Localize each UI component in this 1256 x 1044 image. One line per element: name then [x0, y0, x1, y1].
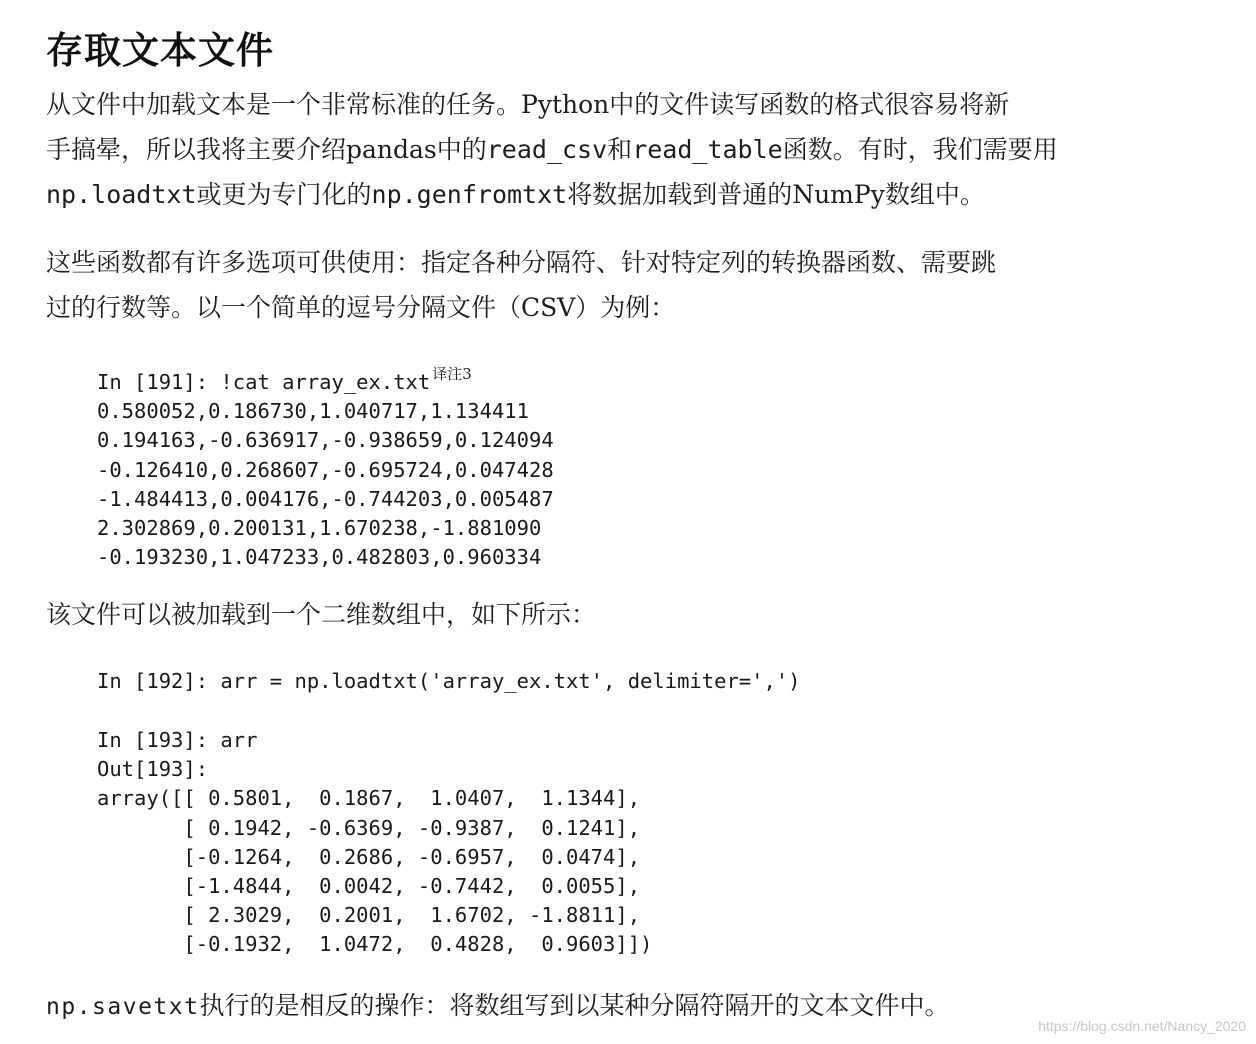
- paragraph-line: [46, 127, 1156, 172]
- code-line: 0.194163,-0.636917,-0.938659,0.124094: [97, 428, 554, 453]
- paragraph-line: 该文件可以被加载到一个二维数组中，如下所示：: [46, 600, 597, 629]
- code-prompt: In [191]: !cat array_ex.txt: [97, 370, 431, 394]
- code-line: [ 2.3029, 0.2001, 1.6702, -1.8811],: [97, 903, 641, 928]
- code-line: 2.302869,0.200131,1.670238,-1.881090: [97, 516, 542, 541]
- code-line: [-0.1264, 0.2686, -0.6957, 0.0474],: [97, 844, 641, 869]
- paragraph-line: [46, 82, 1156, 127]
- code-line: Out[193]:: [97, 757, 209, 782]
- paragraph-line: 过的行数等。以一个简单的逗号分隔文件（CSV）为例：: [46, 293, 676, 322]
- section-title: 存取文本文件: [46, 29, 274, 72]
- inline-code: np.loadtxt: [46, 180, 197, 209]
- paragraph-savetxt: [46, 986, 950, 1027]
- code-block-cat: [97, 360, 554, 572]
- inline-code: np.savetxt: [46, 994, 200, 1020]
- code-line: [-1.4844, 0.0042, -0.7442, 0.0055],: [97, 874, 641, 899]
- code-line: [ 0.1942, -0.6369, -0.9387, 0.1241],: [97, 815, 641, 840]
- paragraph-intro: [46, 82, 1156, 217]
- text-run: 和: [607, 135, 633, 164]
- inline-code: read_table: [632, 135, 783, 164]
- code-line: -0.193230,1.047233,0.482803,0.960334: [97, 545, 542, 570]
- code-line: -1.484413,0.004176,-0.744203,0.005487: [97, 486, 554, 511]
- paragraph-line: 这些函数都有许多选项可供使用：指定各种分隔符、针对特定列的转换器函数、需要跳: [46, 248, 997, 277]
- text-run: 将数据加载到普通的NumPy数组中。: [567, 180, 985, 209]
- code-line: In [192]: arr = np.loadtxt('array_ex.txt', delimiter=','): [97, 669, 801, 693]
- code-line: 0.580052,0.186730,1.040717,1.134411: [97, 399, 529, 424]
- code-line: array([[ 0.5801, 0.1867, 1.0407, 1.1344],: [97, 786, 641, 811]
- paragraph-options: [46, 240, 1156, 330]
- code-block-loadtxt: [97, 667, 801, 696]
- text-run: 函数。有时，我们需要用: [782, 135, 1058, 164]
- code-line: In [193]: arr: [97, 728, 258, 752]
- text-run: 手搞晕，所以我将主要介绍pandas中的: [46, 135, 487, 164]
- code-line: -0.126410,0.268607,-0.695724,0.047428: [97, 457, 554, 482]
- translator-note: 译注3: [432, 365, 472, 383]
- code-line: [-0.1932, 1.0472, 0.4828, 0.9603]]): [97, 932, 653, 957]
- code-block-output: [97, 726, 652, 960]
- text-run: 执行的是相反的操作：将数组写到以某种分隔符隔开的文本文件中。: [199, 991, 950, 1020]
- paragraph-load: [46, 592, 1156, 637]
- watermark: https://blog.csdn.net/Nancy_2020: [1038, 1018, 1246, 1034]
- text-run: 从文件中加载文本是一个非常标准的任务。Python中的文件读写函数的格式很容易将新: [46, 90, 1010, 119]
- inline-code: read_csv: [486, 135, 608, 164]
- inline-code: np.genfromtxt: [371, 180, 568, 209]
- code-line: [97, 360, 554, 397]
- paragraph-line: [46, 172, 1156, 217]
- text-run: 或更为专门化的: [196, 180, 372, 209]
